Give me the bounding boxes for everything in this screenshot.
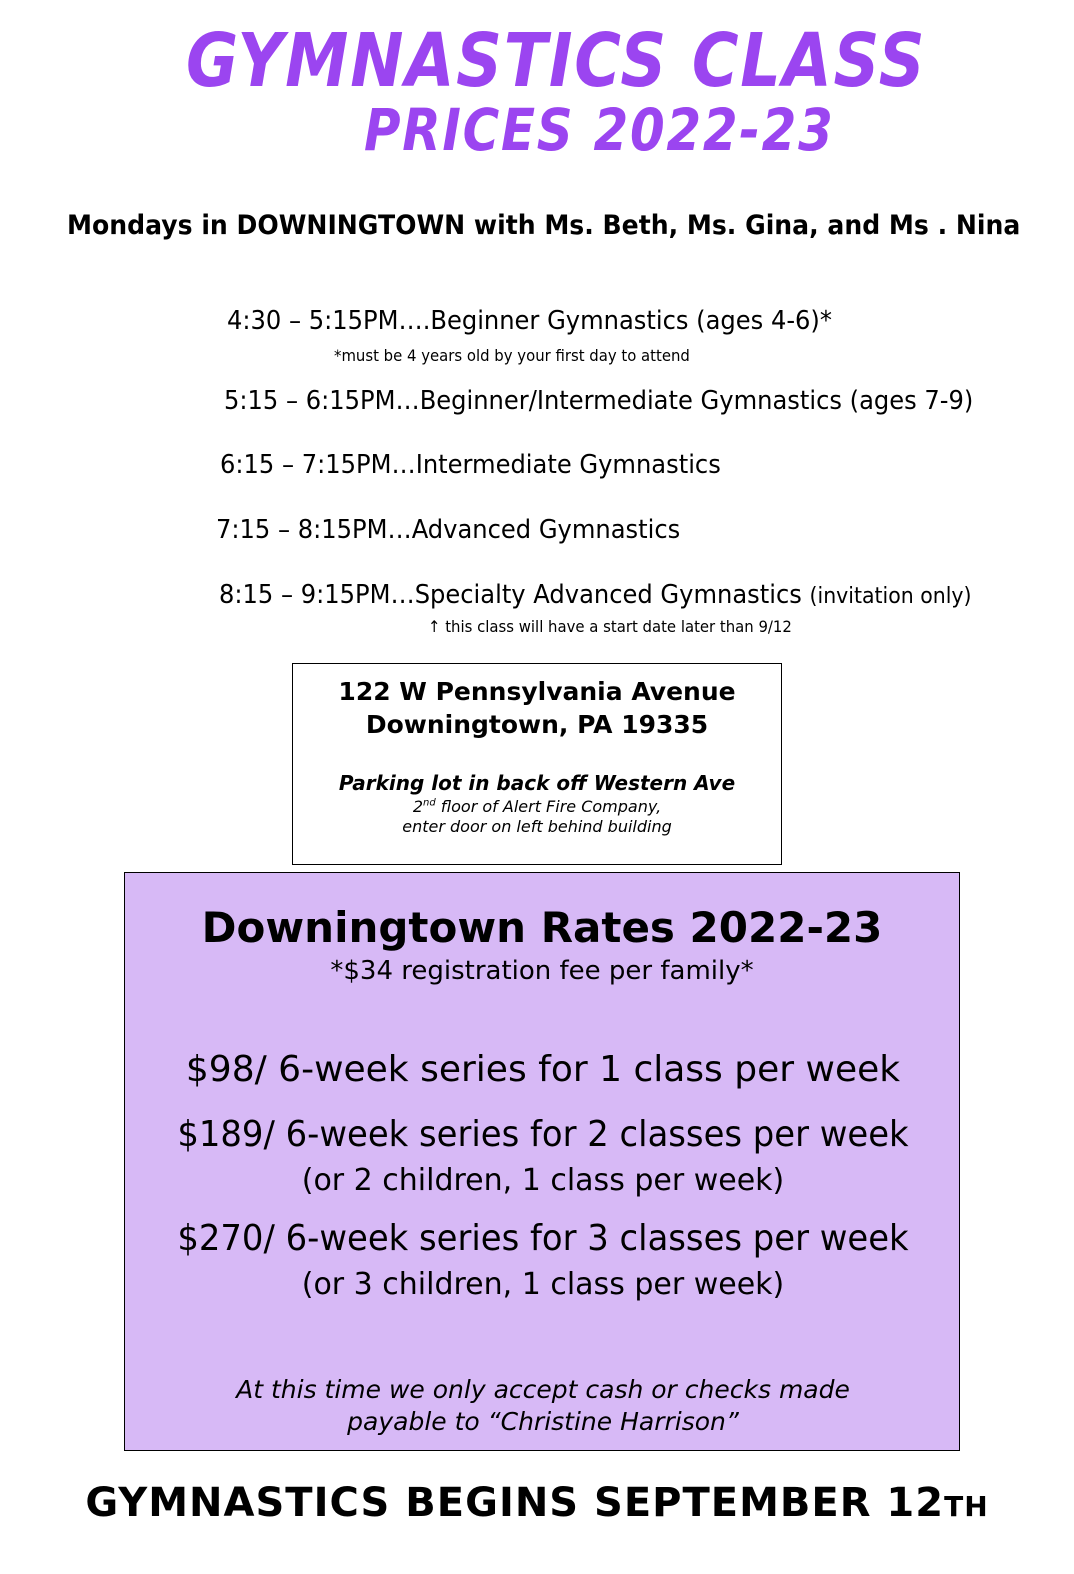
- page-title-line2: PRICES 2022-23: [364, 96, 835, 164]
- schedule-separator: …: [395, 386, 420, 416]
- schedule-separator: …: [391, 450, 416, 480]
- rates-title: Downingtown Rates 2022-23: [201, 903, 883, 952]
- schedule-time: 6:15 – 7:15PM: [220, 450, 392, 480]
- address-street: 122 W Pennsylvania Avenue: [338, 677, 736, 706]
- schedule-note-1: *must be 4 years old by your first day to attend: [334, 346, 690, 365]
- schedule-time: 7:15 – 8:15PM: [216, 515, 388, 545]
- schedule-class: Specialty Advanced Gymnastics: [414, 580, 802, 610]
- rate-item-1: $98/ 6-week series for 1 class per week: [185, 1049, 901, 1090]
- rate-item-2-sub: (or 2 children, 1 class per week): [301, 1163, 785, 1198]
- schedule-row-3: [220, 450, 721, 480]
- schedule-separator: …: [387, 515, 412, 545]
- schedule-class: Beginner Gymnastics (ages 4-6)*: [430, 306, 832, 336]
- schedule-time: 5:15 – 6:15PM: [224, 386, 396, 416]
- address-city: Downingtown, PA 19335: [365, 710, 709, 739]
- start-date-banner: [0, 1480, 1074, 1526]
- schedule-row-4: [216, 515, 680, 545]
- payment-note-line1: At this time we only accept cash or checks made: [236, 1375, 850, 1404]
- schedule-row-5: [219, 580, 971, 610]
- schedule-invitation-note: (invitation only): [809, 584, 972, 609]
- floor-number: 2: [412, 797, 424, 816]
- up-arrow-icon: ↑: [428, 617, 441, 636]
- rate-item-3-sub: (or 3 children, 1 class per week): [301, 1267, 785, 1302]
- schedule-separator: …: [390, 580, 415, 610]
- parking-info: Parking lot in back off Western Ave: [338, 771, 736, 795]
- start-date-text: GYMNASTICS BEGINS SEPTEMBER 12: [85, 1480, 945, 1526]
- schedule-time: 4:30 – 5:15PM: [227, 306, 399, 336]
- rates-box: [124, 872, 960, 1451]
- schedule-note-text: this class will have a start date later than 9/12: [445, 617, 792, 636]
- page-title-line1: GYMNASTICS CLASS: [186, 18, 927, 104]
- schedule-class: Advanced Gymnastics: [411, 515, 681, 545]
- schedule-class: Intermediate Gymnastics: [415, 450, 721, 480]
- payment-note-line2: payable to “Christine Harrison”: [347, 1407, 739, 1436]
- schedule-time: 8:15 – 9:15PM: [219, 580, 391, 610]
- floor-info: [293, 797, 781, 816]
- start-date-suffix: TH: [944, 1490, 989, 1523]
- address-box: [292, 663, 782, 865]
- schedule-row-1: [227, 306, 832, 336]
- floor-suffix: nd: [423, 797, 436, 809]
- schedule-separator: ….: [398, 306, 431, 336]
- schedule-row-2: [224, 386, 973, 416]
- schedule-class: Beginner/Intermediate Gymnastics (ages 7-9): [419, 386, 974, 416]
- floor-text: floor of Alert Fire Company,: [435, 797, 662, 816]
- rate-item-3: $270/ 6-week series for 3 classes per week: [177, 1218, 909, 1259]
- registration-fee: *$34 registration fee per family*: [330, 956, 754, 986]
- page-subtitle: Mondays in DOWNINGTOWN with Ms. Beth, Ms. Gina, and Ms . Nina: [67, 210, 1021, 241]
- door-info: enter door on left behind building: [402, 817, 672, 836]
- schedule-note-5: [428, 617, 792, 636]
- rate-item-2: $189/ 6-week series for 2 classes per week: [177, 1114, 909, 1155]
